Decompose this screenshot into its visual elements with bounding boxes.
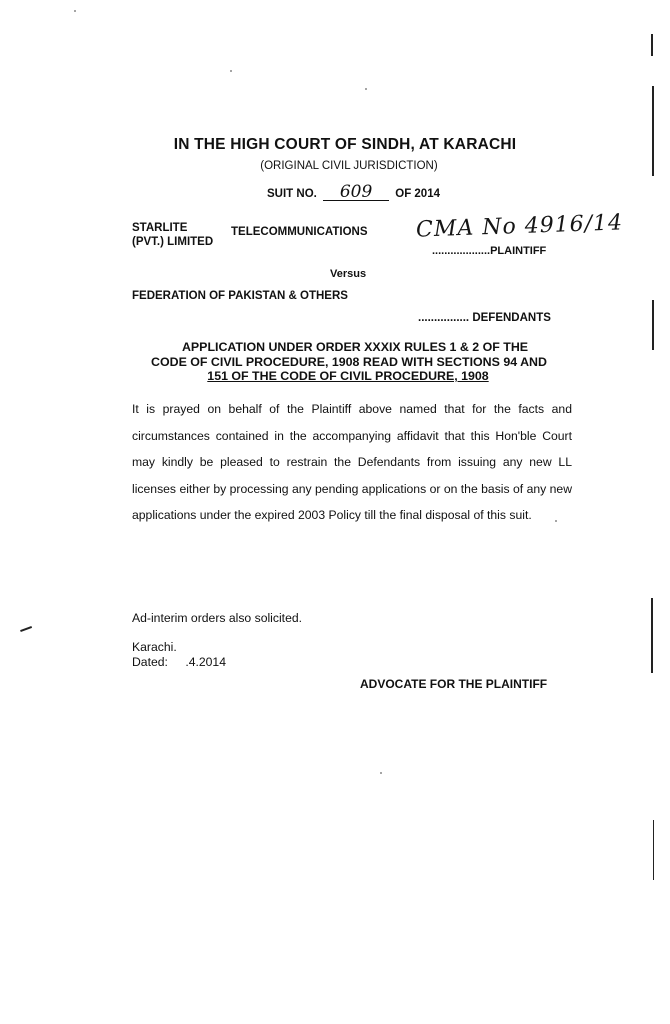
suit-prefix: SUIT NO. [267, 188, 317, 200]
scan-edge-mark [652, 86, 654, 176]
scan-speck [555, 520, 557, 522]
place-line: Karachi. [132, 640, 177, 654]
scan-speck [20, 626, 32, 632]
scan-edge-mark [651, 598, 653, 673]
jurisdiction-subheading: (ORIGINAL CIVIL JURISDICTION) [260, 160, 438, 172]
dated-line [132, 655, 226, 669]
scan-edge-mark [651, 34, 653, 56]
cma-handwritten-note: CMA No 4916/14 [415, 210, 624, 243]
suit-number-line [267, 184, 440, 201]
application-title-line-2: CODE OF CIVIL PROCEDURE, 1908 READ WITH SECTIONS 94 AND [151, 354, 547, 369]
advocate-signature-line: ADVOCATE FOR THE PLAINTIFF [360, 677, 548, 691]
scan-edge-mark [652, 300, 654, 350]
suit-suffix: OF 2014 [395, 188, 440, 200]
dated-value: .4.2014 [185, 655, 226, 669]
scan-speck [230, 70, 232, 72]
plaintiff-label: ...................PLAINTIFF [432, 245, 547, 257]
application-title-line-1: APPLICATION UNDER ORDER XXXIX RULES 1 & 2 OF THE [181, 340, 529, 354]
scan-speck [365, 88, 367, 90]
interim-orders-line: Ad-interim orders also solicited. [132, 611, 303, 625]
versus-label: Versus [330, 268, 367, 280]
prayer-paragraph: It is prayed on behalf of the Plaintiff above named that for the facts and circumstances contained in the accompanying affidavit that this Hon'ble Court may kindly be pleased to restrain the Defendants from issuing any new LL licenses either by processing any pending applications or on the basis of any new applications under the expired 2003 Policy till the final disposal of this suit. [132, 402, 572, 522]
scan-speck [380, 772, 382, 774]
defendants-label: ................ DEFENDANTS [418, 312, 551, 324]
application-title [130, 340, 580, 384]
scan-speck [74, 10, 76, 12]
plaintiff-name-part-3: (PVT.) LIMITED [132, 236, 214, 248]
application-title-line-3: 151 OF THE CODE OF CIVIL PROCEDURE, 1908 [207, 369, 489, 383]
plaintiff-name-part-2: TELECOMMUNICATIONS [231, 226, 368, 238]
court-heading: IN THE HIGH COURT OF SINDH, AT KARACHI [173, 136, 517, 153]
defendant-name: FEDERATION OF PAKISTAN & OTHERS [132, 290, 348, 302]
scan-edge-mark [653, 820, 654, 880]
dated-label: Dated: [132, 655, 168, 669]
plaintiff-name-part-1: STARLITE [132, 222, 188, 234]
suit-number-handwritten: 609 [323, 184, 389, 201]
